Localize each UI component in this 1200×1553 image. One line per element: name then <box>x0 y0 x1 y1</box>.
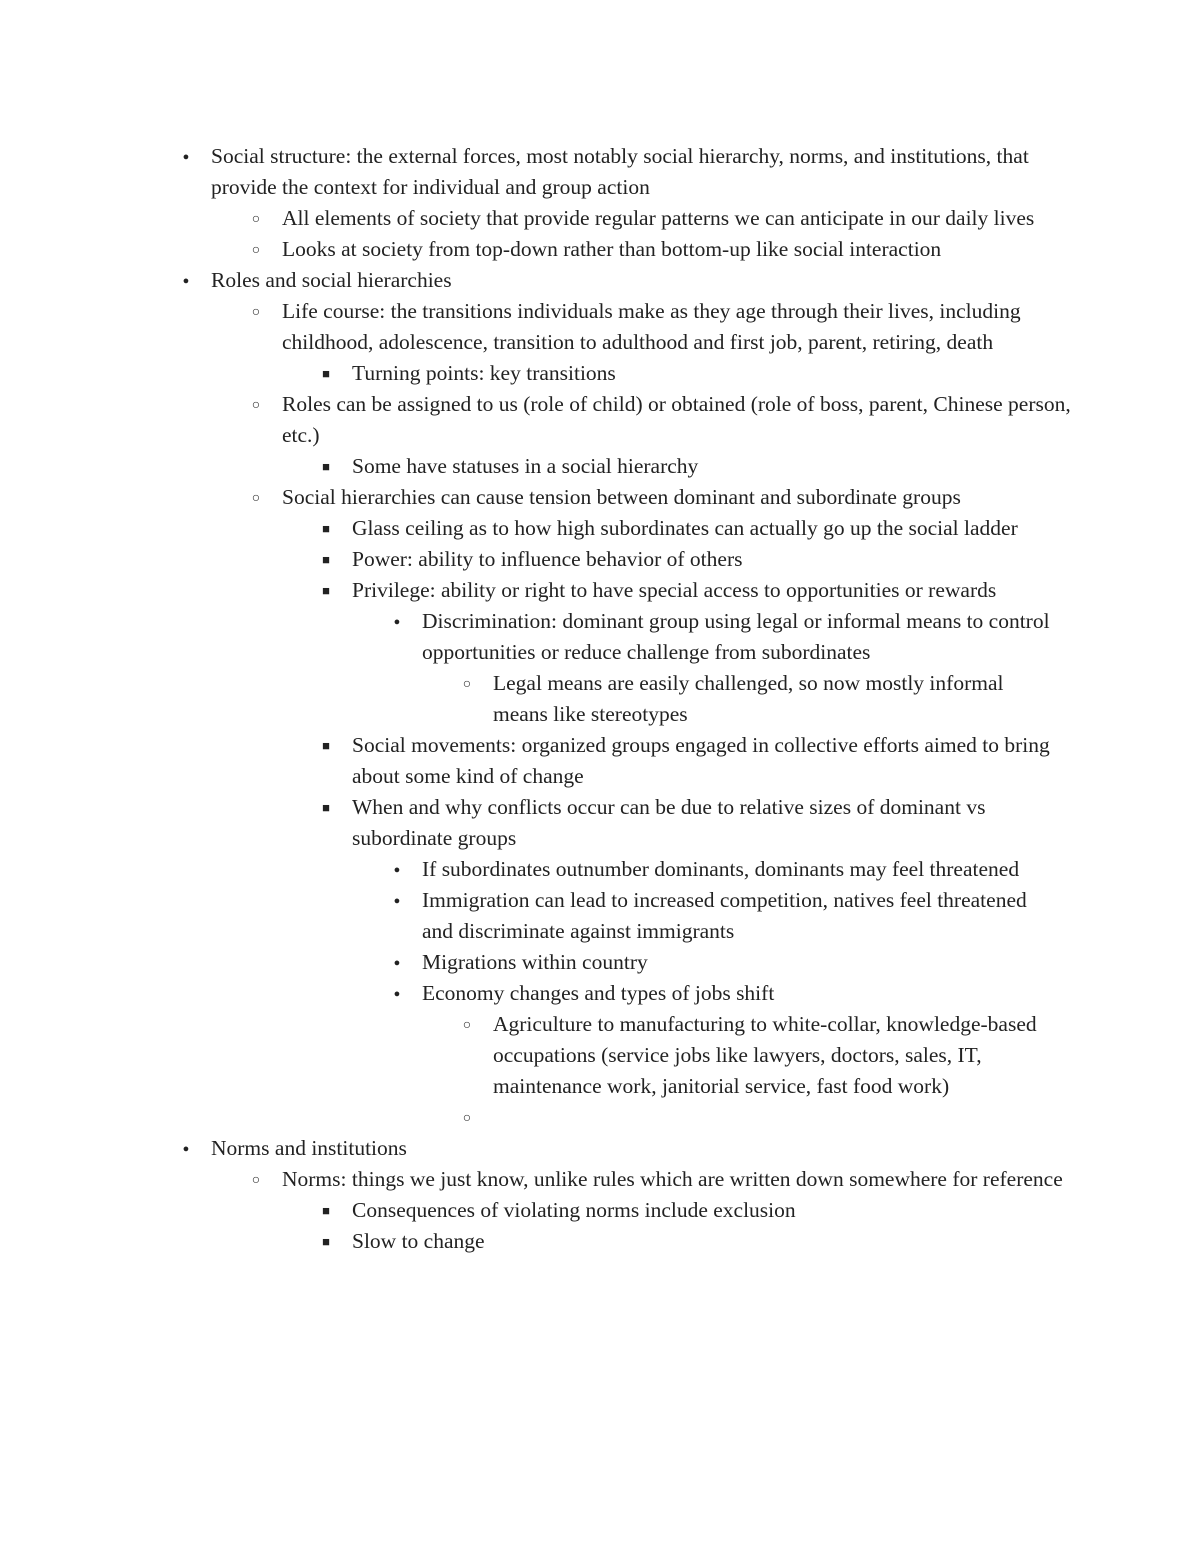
outline-item <box>0 575 1200 606</box>
outline-item-text <box>493 1102 1063 1133</box>
outline-item-text: Social movements: organized groups engaged in collective efforts aimed to bring about some kind of change <box>352 733 1050 788</box>
outline-item-text: Roles can be assigned to us (role of child) or obtained (role of boss, parent, Chinese person, etc.) <box>282 392 1071 447</box>
square-bullet-icon <box>315 451 337 484</box>
square-bullet-icon <box>315 730 337 763</box>
outline-item-text: When and why conflicts occur can be due to relative sizes of dominant vs subordinate groups <box>352 795 986 850</box>
disc-bullet-icon <box>386 885 408 920</box>
outline-item-text: Social hierarchies can cause tension between dominant and subordinate groups <box>282 485 961 509</box>
outline-item-text: Social structure: the external forces, most notably social hierarchy, norms, and institutions, that provide the context for individual and group action <box>211 144 1029 199</box>
outline-item <box>0 792 1200 854</box>
outline-item-text: Immigration can lead to increased competition, natives feel threatened and discriminate against immigrants <box>422 888 1027 943</box>
outline-item-text: Economy changes and types of jobs shift <box>422 981 775 1005</box>
outline-item-text: Life course: the transitions individuals make as they age through their lives, including childhood, adolescence, transition to adulthood and first job, parent, retiring, death <box>282 299 1021 354</box>
outline-item <box>0 1164 1200 1195</box>
outline-item <box>0 1102 1200 1133</box>
square-bullet-icon <box>315 575 337 608</box>
circle-bullet-icon <box>456 668 478 702</box>
circle-bullet-icon <box>245 234 267 268</box>
outline-item <box>0 544 1200 575</box>
circle-bullet-icon <box>456 1102 478 1136</box>
square-bullet-icon <box>315 513 337 546</box>
square-bullet-icon <box>315 358 337 391</box>
outline-item-text: Consequences of violating norms include exclusion <box>352 1198 796 1222</box>
outline-item-text: Migrations within country <box>422 950 648 974</box>
document-outline <box>0 141 1200 1257</box>
circle-bullet-icon <box>245 296 267 330</box>
outline-item <box>0 451 1200 482</box>
square-bullet-icon <box>315 1226 337 1259</box>
outline-item <box>0 141 1200 203</box>
disc-bullet-icon <box>386 978 408 1013</box>
circle-bullet-icon <box>245 482 267 516</box>
outline-item-text: Glass ceiling as to how high subordinates can actually go up the social ladder <box>352 516 1018 540</box>
outline-item-text: Legal means are easily challenged, so now mostly informal means like stereotypes <box>493 671 1004 726</box>
outline-item-text: Privilege: ability or right to have special access to opportunities or rewards <box>352 578 997 602</box>
outline-item <box>0 513 1200 544</box>
outline-item-text: Power: ability to influence behavior of others <box>352 547 743 571</box>
outline-item-text: Turning points: key transitions <box>352 361 616 385</box>
disc-bullet-icon <box>175 265 197 300</box>
outline-item <box>0 234 1200 265</box>
disc-bullet-icon <box>386 854 408 889</box>
square-bullet-icon <box>315 544 337 577</box>
circle-bullet-icon <box>245 1164 267 1198</box>
outline-item-text: Discrimination: dominant group using legal or informal means to control opportunities or reduce challenge from subordinates <box>422 609 1050 664</box>
outline-item <box>0 885 1200 947</box>
outline-item-text: Some have statuses in a social hierarchy <box>352 454 699 478</box>
outline-item-text: Norms and institutions <box>211 1136 407 1160</box>
outline-item <box>0 854 1200 885</box>
square-bullet-icon <box>315 792 337 825</box>
square-bullet-icon <box>315 1195 337 1228</box>
outline-item <box>0 606 1200 668</box>
outline-item <box>0 668 1200 730</box>
outline-item <box>0 1009 1200 1102</box>
outline-item-text: Looks at society from top-down rather than bottom-up like social interaction <box>282 237 942 261</box>
outline-item <box>0 978 1200 1009</box>
outline-item <box>0 730 1200 792</box>
disc-bullet-icon <box>386 947 408 982</box>
disc-bullet-icon <box>175 1133 197 1168</box>
outline-item <box>0 947 1200 978</box>
outline-item <box>0 358 1200 389</box>
circle-bullet-icon <box>245 389 267 423</box>
outline-item <box>0 265 1200 296</box>
outline-item <box>0 389 1200 451</box>
outline-item <box>0 203 1200 234</box>
outline-item <box>0 1226 1200 1257</box>
disc-bullet-icon <box>386 606 408 641</box>
outline-item-text: If subordinates outnumber dominants, dominants may feel threatened <box>422 857 1020 881</box>
disc-bullet-icon <box>175 141 197 176</box>
circle-bullet-icon <box>456 1009 478 1043</box>
outline-item <box>0 1133 1200 1164</box>
outline-item-text: Agriculture to manufacturing to white-collar, knowledge-based occupations (service jobs like lawyers, doctors, sales, IT, maintenance work, janitorial service, fast food work) <box>493 1012 1037 1098</box>
outline-item-text: Norms: things we just know, unlike rules which are written down somewhere for reference <box>282 1167 1063 1191</box>
outline-item-text: Roles and social hierarchies <box>211 268 452 292</box>
outline-item <box>0 482 1200 513</box>
circle-bullet-icon <box>245 203 267 237</box>
outline-item <box>0 296 1200 358</box>
outline-item-text: Slow to change <box>352 1229 485 1253</box>
outline-item <box>0 1195 1200 1226</box>
outline-item-text: All elements of society that provide regular patterns we can anticipate in our daily lives <box>282 206 1035 230</box>
